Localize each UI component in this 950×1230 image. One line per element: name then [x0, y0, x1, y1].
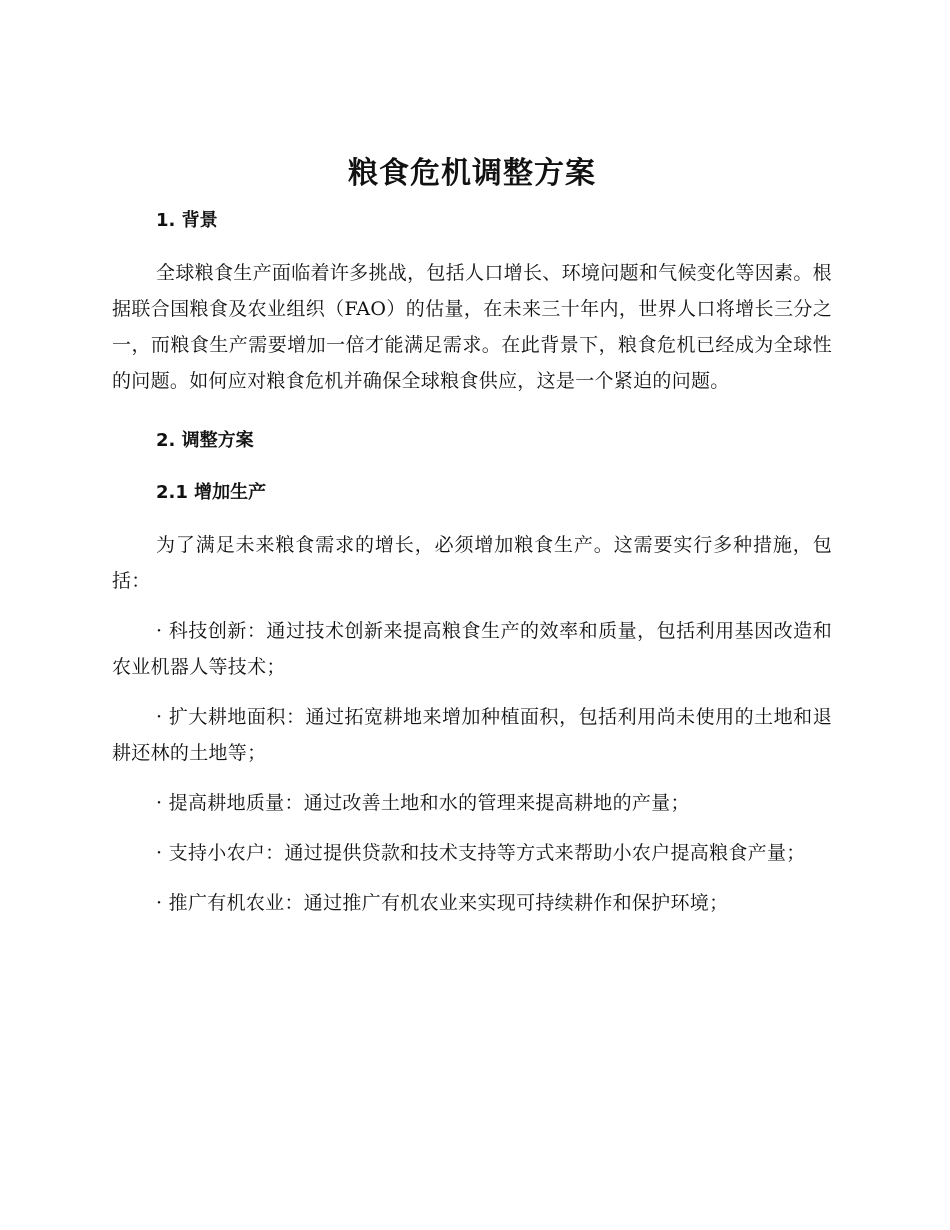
list-item: · 推广有机农业：通过推广有机农业来实现可持续耕作和保护环境； [156, 892, 729, 914]
plan-intro-paragraph: 为了满足未来粮食需求的增长，必须增加粮食生产。这需要实行多种措施，包括： [112, 534, 832, 592]
list-item: · 扩大耕地面积：通过拓宽耕地来增加种植面积，包括利用尚未使用的土地和退耕还林的土地等； [112, 706, 832, 764]
background-paragraph: 全球粮食生产面临着许多挑战，包括人口增长、环境问题和气候变化等因素。根据联合国粮食及农业组织（FAO）的估量，在未来三十年内，世界人口将增长三分之一，而粮食生产需要增加一倍才能满足需求。在此背景下，粮食危机已经成为全球性的问题。如何应对粮食危机并确保全球粮食供应，这是一个紧迫的问题。 [112, 262, 832, 392]
document-body [112, 145, 832, 921]
list-item: · 科技创新：通过技术创新来提高粮食生产的效率和质量，包括利用基因改造和农业机器人等技术； [112, 620, 832, 678]
list-item: · 提高耕地质量：通过改善土地和水的管理来提高耕地的产量； [156, 792, 690, 814]
section-heading-background: 1. 背景 [156, 210, 218, 231]
subsection-heading-increase-production: 2.1 增加生产 [156, 482, 267, 503]
section-heading-plan: 2. 调整方案 [156, 430, 254, 451]
document-title: 粮食危机调整方案 [348, 156, 596, 191]
list-item: · 支持小农户：通过提供贷款和技术支持等方式来帮助小农户提高粮食产量； [156, 842, 806, 864]
